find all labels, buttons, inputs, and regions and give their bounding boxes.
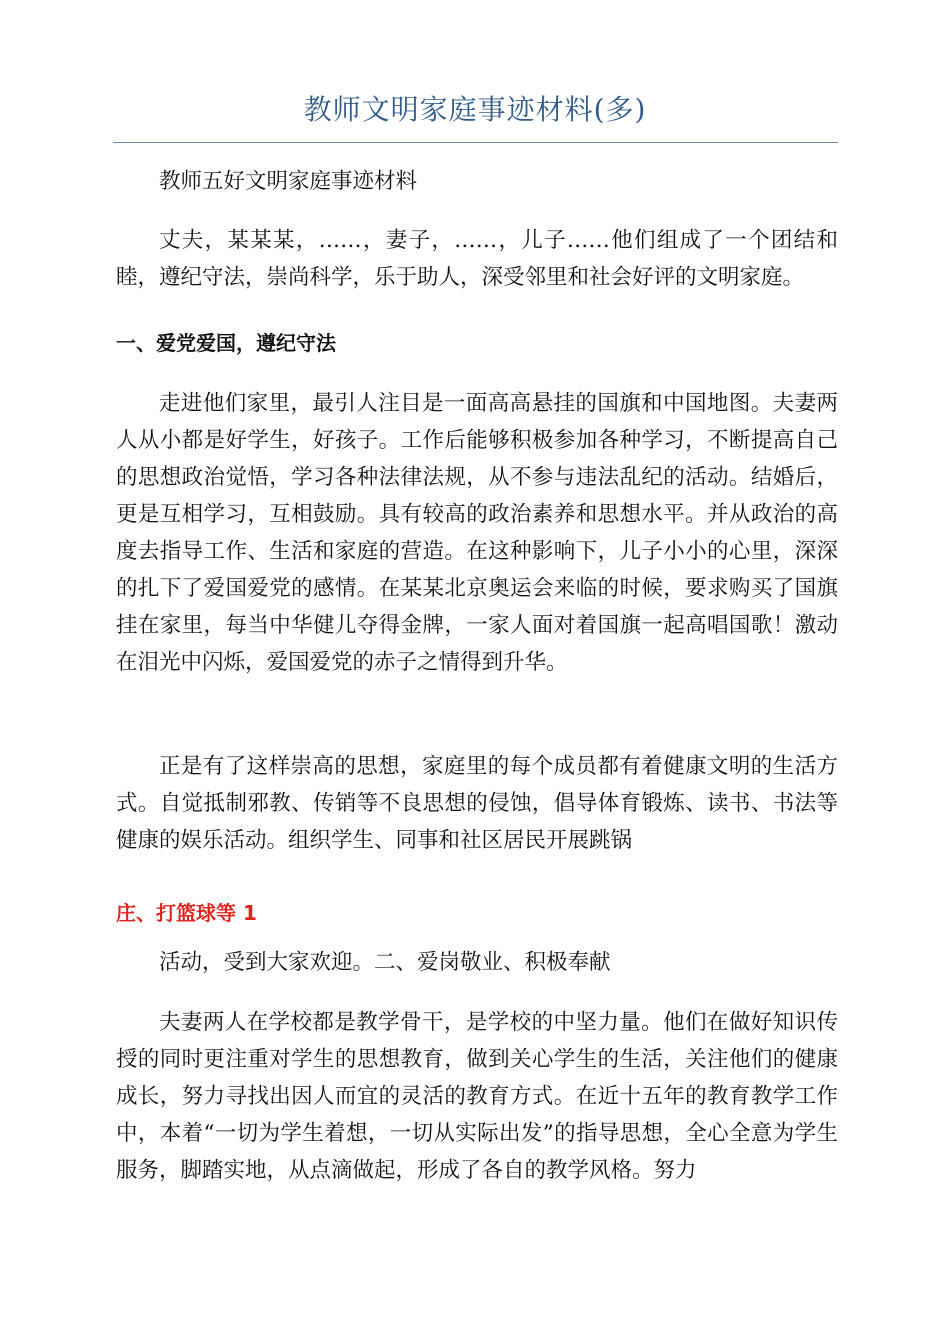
paragraph-4: 夫妻两人在学校都是教学骨干，是学校的中坚力量。他们在做好知识传授的同时更注重对学生的思想教育，做到关心学生的生活，关注他们的健康成长，努力寻找出因人而宜的灵活的教育方式。在近十五年的教育教学工作中，本着“一切为学生着想，一切从实际出发”的指导思想，全心全意为学生服务，脚踏实地，从点滴做起，形成了各自的教学风格。努力 [116,1010,838,1183]
paragraph-2: 正是有了这样崇高的思想，家庭里的每个成员都有着健康文明的生活方式。自觉抵制邪教、传销等不良思想的侵蚀，倡导体育锻炼、读书、书法等健康的娱乐活动。组织学生、同事和社区居民开展跳锅 [116,754,838,853]
subtitle: 教师五好文明家庭事迹材料 [159,169,418,194]
title-divider [113,142,838,143]
document-title: 教师文明家庭事迹材料(多) [303,93,647,126]
paragraph-3: 活动，受到大家欢迎。二、爱岗敬业、积极奉献 [159,950,611,975]
section1-heading: 一、爱党爱国，遵纪守法 [116,331,336,355]
intro-paragraph: 丈夫，某某某，……，妻子，……，儿子……他们组成了一个团结和睦，遵纪守法，崇尚科学，乐于助人，深受邻里和社会好评的文明家庭。 [116,228,838,290]
red-heading: 庄、打篮球等 1 [116,901,257,925]
paragraph-1: 走进他们家里，最引人注目是一面高高悬挂的国旗和中国地图。夫妻两人从小都是好学生，好孩子。工作后能够积极参加各种学习，不断提高自己的思想政治觉悟，学习各种法律法规，从不参与违法乱纪的活动。结婚后，更是互相学习，互相鼓励。具有较高的政治素养和思想水平。并从政治的高度去指导工作、生活和家庭的营造。在这种影响下，儿子小小的心里，深深的扎下了爱国爱党的感情。在某某北京奥运会来临的时候，要求购买了国旗挂在家里，每当中华健儿夺得金牌，一家人面对着国旗一起高唱国歌！激动在泪光中闪烁，爱国爱党的赤子之情得到升华。 [116,391,838,675]
